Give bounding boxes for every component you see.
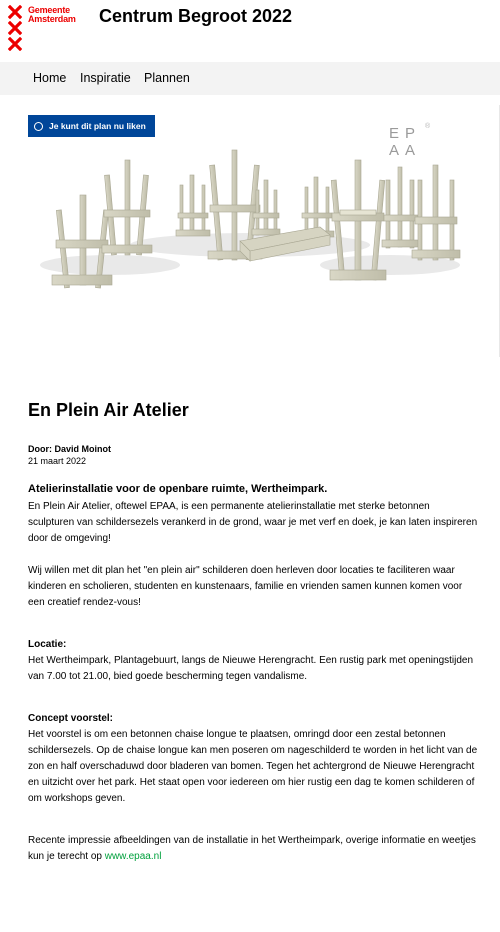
epaa-letter: A xyxy=(405,142,416,159)
like-badge-label: Je kunt dit plan nu liken xyxy=(49,121,146,131)
location-text: Het Wertheimpark, Plantagebuurt, langs de Nieuwe Herengracht. Een rustig park met openingstijden van 7.00 tot 21.00, bied goede bescherming tegen vandalisme. xyxy=(28,655,474,682)
amsterdam-crosses-icon xyxy=(8,5,22,53)
like-plan-badge[interactable] xyxy=(28,115,155,137)
logo-line-1: Gemeente xyxy=(28,5,70,15)
article-subtitle: Atelierinstallatie voor de openbare ruimte, Wertheimpark. xyxy=(28,483,328,495)
concept-label: Concept voorstel: xyxy=(28,713,114,724)
article-title: En Plein Air Atelier xyxy=(28,400,189,420)
nav-item-home[interactable]: Home xyxy=(33,71,67,85)
nav-item-plannen[interactable]: Plannen xyxy=(144,71,190,85)
easel-sculpture xyxy=(412,165,460,260)
epaa-website-link[interactable]: www.epaa.nl xyxy=(104,851,162,862)
easel-installation-illustration xyxy=(0,105,500,357)
info-circle-icon xyxy=(34,122,43,131)
epaa-logo xyxy=(387,127,421,161)
closing-text: Recente impressie afbeeldingen van de installatie in het Wertheimpark, overige informatie en weetjes kun je terecht op xyxy=(28,835,476,862)
site-title[interactable]: Centrum Begroot 2022 xyxy=(99,6,293,26)
article-paragraph: Wij willen met dit plan het "en plein air" schilderen doen herleven door locaties te faciliteren waar kinderen en scholieren, studenten en kunstenaars, familie en vrienden samen kunnen komen voor een creatief rendez-vous! xyxy=(28,565,463,608)
registered-mark: ® xyxy=(425,123,431,130)
easel-sculpture xyxy=(330,160,386,280)
concept-text: Het voorstel is om een betonnen chaise longue te plaatsen, omringd door een zestal betonnen schildersezels. Op de chaise longue kan men poseren om nageschilderd te worden in het licht van de zon en half overschaduwd door bladeren van bomen. Tegen het achtergrond de Nieuwe Herengracht en uitzicht over het park. Het staat open voor iedereen om hier rustig een dag te komen schilderen of om workshops geven. xyxy=(28,729,478,804)
article-date: 21 maart 2022 xyxy=(28,456,87,466)
logo-text xyxy=(28,6,76,24)
article-intro: En Plein Air Atelier, oftewel EPAA, is een permanente atelierinstallatie met sterke betonnen sculpturen van schildersezels verankerd in de grond, waar je met verf en doek, je kan laten inspireren door de omgeving! xyxy=(28,501,478,544)
main-nav xyxy=(0,62,500,95)
article-author: Door: David Moinot xyxy=(28,444,111,454)
location-label: Locatie: xyxy=(28,639,67,650)
epaa-letter: E xyxy=(389,125,400,142)
article xyxy=(28,400,478,865)
site-header xyxy=(0,0,500,60)
nav-item-inspiratie[interactable]: Inspiratie xyxy=(80,71,131,85)
logo-line-2: Amsterdam xyxy=(28,14,76,24)
easel-sculpture xyxy=(382,167,420,248)
gemeente-amsterdam-logo[interactable] xyxy=(8,5,88,53)
hero-image xyxy=(0,105,500,357)
closing-paragraph xyxy=(28,833,478,865)
epaa-letter: P xyxy=(405,125,416,142)
easel-sculpture xyxy=(176,175,210,236)
epaa-letter: A xyxy=(389,142,400,159)
